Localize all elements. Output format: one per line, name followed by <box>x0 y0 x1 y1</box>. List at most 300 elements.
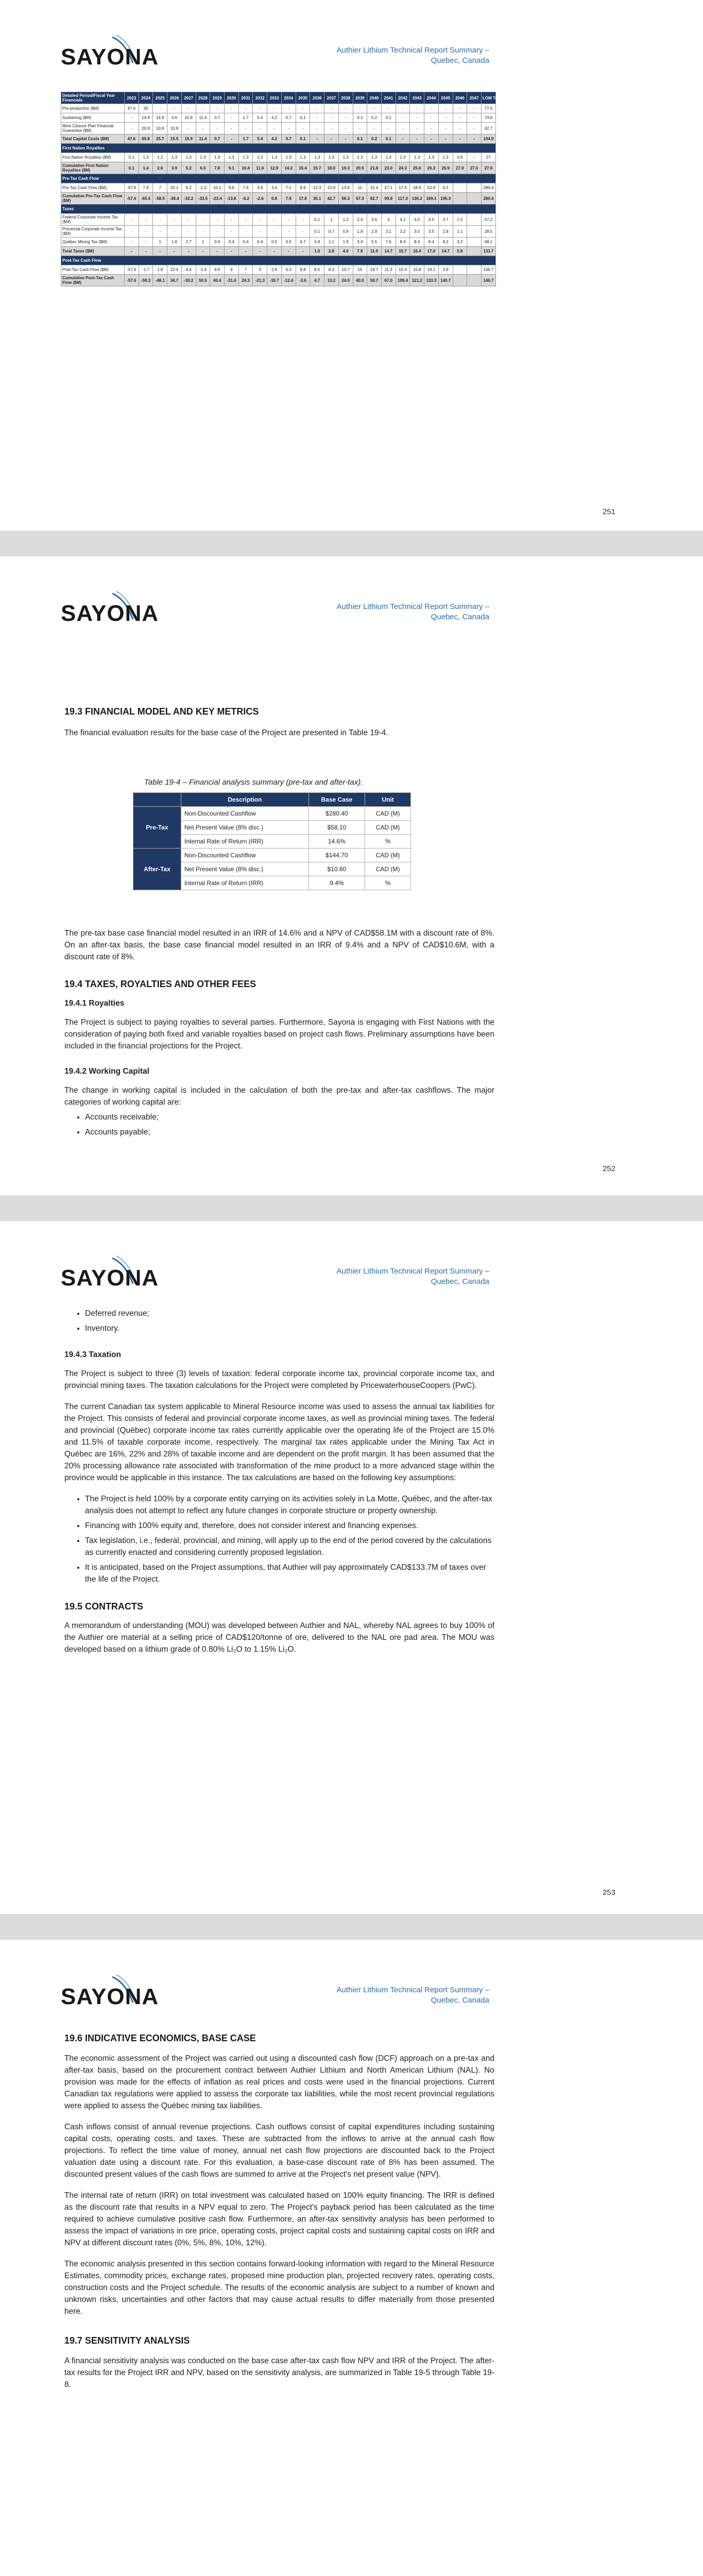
table-cell: - <box>438 113 453 123</box>
table-cell: 18.0 <box>324 162 339 174</box>
logo-text: SAYONA <box>61 1265 159 1291</box>
table-cell: - <box>181 214 196 226</box>
table-cell: 3.5 <box>424 226 439 238</box>
list-item: • Accounts payable; <box>85 1126 494 1138</box>
economics-paragraph-1: The economic assessment of the Project was carried out using a discounted cash flow (DCF) approach on a pre-tax and after-tax basis, based on the procurement contract between Authier Lithium and North American Lithium (NAL). No provision was made for the effects of inflation as real prices and costs were used in the financial projections. Current Canadian tax regulations were applied to assess the corporate tax liabilities, while the most recent provincial regulations were applied to assess the Québec mining tax liabilities. <box>64 2054 494 2110</box>
table-cell: 20.1 <box>167 183 182 193</box>
header-unit: Unit <box>365 793 411 807</box>
section-label: Taxes <box>61 205 496 214</box>
table-cell: 1.4 <box>139 162 153 174</box>
table-cell: 14.6% <box>308 835 365 849</box>
table-cell <box>467 238 482 247</box>
table-cell: - <box>453 113 467 123</box>
column-header: 2028 <box>196 92 210 104</box>
table-cell: 26.9 <box>438 162 453 174</box>
table-cell: - <box>167 226 182 238</box>
table-cell: - <box>253 214 267 226</box>
table-cell: 1.3 <box>210 153 225 162</box>
column-header: 2029 <box>210 92 225 104</box>
table-cell: 2.8 <box>367 226 382 238</box>
list-item: • The Project is held 100% by a corporate entity carrying on its activities solely in La Motte, Québec, and the after-tax analysis does not attempt to reflect any future changes in corporate structure or property ownership. <box>85 1493 494 1517</box>
column-header: 2032 <box>253 92 267 104</box>
table-cell: - <box>424 123 439 134</box>
table-cell: 15.4 <box>367 183 382 193</box>
table-cell: - <box>424 104 439 113</box>
table-cell <box>453 275 467 286</box>
table-cell: - <box>225 247 239 256</box>
table-row <box>61 134 496 144</box>
table-row <box>61 205 496 214</box>
column-header: 2030 <box>225 92 239 104</box>
economics-paragraph-4: The economic analysis presented in this section contains forward-looking information with regard to the Mineral Resource Estimates, commodity prices, exchange rates, proposed mine production plan, projected recovery rates, operating costs, construction costs and the Project schedule. The results of the economic analysis are subject to a number of known and unknown risks, uncertainties and other factors that may cause actual results to differ materially from those presented here. <box>64 2260 494 2316</box>
report-header <box>336 602 489 622</box>
column-header: 2044 <box>424 92 439 104</box>
table-cell: - <box>296 247 310 256</box>
table-cell: 1.0 <box>310 247 324 256</box>
table-cell: 0.1 <box>381 134 396 144</box>
table-cell: - <box>210 226 225 238</box>
table-cell: 13.2 <box>324 275 339 286</box>
table-cell: 1.8 <box>153 265 167 275</box>
table-cell: -65.5 <box>139 193 153 205</box>
column-header: 2024 <box>139 92 153 104</box>
table-cell: 4.2 <box>267 134 282 144</box>
table-cell: Net Present Value (8% disc.) <box>181 821 309 835</box>
table-cell: - <box>453 123 467 134</box>
table-cell: - <box>467 123 482 134</box>
table-cell: 1.2 <box>338 214 353 226</box>
table-cell: 30 <box>139 104 153 113</box>
table-cell: 14.2 <box>281 162 296 174</box>
table-cell: - <box>167 104 182 113</box>
financial-table <box>61 92 503 286</box>
table-cell: 1.3 <box>396 153 410 162</box>
table-cell: - <box>381 123 396 134</box>
table-cell: - <box>196 214 210 226</box>
table-cell: 13.4 <box>167 265 182 275</box>
table-cell: 1.3 <box>139 153 153 162</box>
row-label: Total Capital Costs ($M) <box>61 134 125 144</box>
economics-paragraph-3: The internal rate of return (IRR) on total investment was calculated based on 100% equity financing. The IRR is defined as the discount rate that results in a NPV equal to zero. The Project's payback period has been calculated as the time required to achieve cumulative positive cash flow. Furthermore, an after-tax sensitivity analysis has been performed to assess the impact of variations in ore price, operating costs, project capital costs and sustaining capital costs on IRR and NPV at different discount rates (0%, 5%, 8%, 10%, 12%). <box>64 2191 494 2247</box>
table-cell: 7.8 <box>210 162 225 174</box>
table-cell: - <box>139 226 153 238</box>
table-cell: 4.7 <box>310 275 324 286</box>
table-cell: - <box>353 123 367 134</box>
table-cell: -6.2 <box>238 193 253 205</box>
table-cell: 11.4 <box>196 134 210 144</box>
table-cell: 15.9 <box>181 113 196 123</box>
table-cell: -59.3 <box>139 275 153 286</box>
column-header: 2046 <box>453 92 467 104</box>
table-cell: - <box>238 214 253 226</box>
table-cell: - <box>281 226 296 238</box>
table-cell: -38.4 <box>167 193 182 205</box>
financial-summary-table <box>133 792 411 890</box>
heading-19-3: 19.3 FINANCIAL MODEL AND KEY METRICS <box>64 706 259 717</box>
table-cell: 9 <box>225 265 239 275</box>
table-cell: - <box>238 104 253 113</box>
logo-text: SAYONA <box>61 601 159 626</box>
table-cell: - <box>253 247 267 256</box>
table-cell: 17.5 <box>396 183 410 193</box>
table-cell: - <box>324 113 339 123</box>
table-cell: 0.7 <box>324 226 339 238</box>
table-cell: 12.9 <box>267 162 282 174</box>
table-cell: CAD (M) <box>365 862 411 876</box>
table-cell: 1.3 <box>424 153 439 162</box>
heading-19-4-3: 19.4.3 Taxation <box>64 1350 121 1359</box>
table-cell: 280.4 <box>481 193 495 205</box>
table-cell: - <box>238 226 253 238</box>
section-19-3 <box>64 706 494 748</box>
table-cell: 121.2 <box>410 275 424 286</box>
row-label: Cumulative First Nation Royalties ($M) <box>61 162 125 174</box>
column-header: 2027 <box>181 92 196 104</box>
table-cell: 189.1 <box>424 193 439 205</box>
table-cell: - <box>225 226 239 238</box>
header-line-1: Authier Lithium Technical Report Summary – <box>336 1267 489 1276</box>
header-line-2: Quebec, Canada <box>431 613 489 621</box>
table-cell: 68.1 <box>481 238 495 247</box>
table-cell: 99.8 <box>381 193 396 205</box>
table-cell: 42.7 <box>481 123 495 134</box>
table-cell: 24.3 <box>396 162 410 174</box>
report-header <box>336 45 489 66</box>
table-cell: 1 <box>324 214 339 226</box>
column-header: 2026 <box>167 92 182 104</box>
heading-19-6: 19.6 INDICATIVE ECONOMICS, BASE CASE <box>64 2033 256 2043</box>
table-cell: 18.9 <box>410 183 424 193</box>
column-header: 2037 <box>324 92 339 104</box>
table-cell: 15.4 <box>396 265 410 275</box>
table-cell: - <box>424 134 439 144</box>
heading-19-4: 19.4 TAXES, ROYALTIES AND OTHER FEES <box>64 979 256 989</box>
table-cell: 4.1 <box>396 214 410 226</box>
table-cell: - <box>296 214 310 226</box>
table-cell: 15.4 <box>296 162 310 174</box>
table-cell: 0.1 <box>353 113 367 123</box>
table-cell: - <box>210 247 225 256</box>
table-cell: - <box>181 226 196 238</box>
table-cell: - <box>338 113 353 123</box>
list-item: • Inventory. <box>85 1323 494 1334</box>
table-cell: 1.3 <box>410 153 424 162</box>
table-cell: 59.7 <box>367 275 382 286</box>
table-cell: - <box>396 123 410 134</box>
table-cell: - <box>253 123 267 134</box>
table-cell: -32.2 <box>181 193 196 205</box>
table-cell: 19.3 <box>338 162 353 174</box>
table-cell: 6.3 <box>281 265 296 275</box>
table-cell: - <box>267 123 282 134</box>
table-cell: - <box>125 238 139 247</box>
working-capital-list-continued <box>64 1308 494 1334</box>
table-cell: 10.7 <box>338 265 353 275</box>
table-cell: 10.4 <box>238 162 253 174</box>
row-label: Cumulative Post-Tax Cash Flow ($M) <box>61 275 125 286</box>
working-capital-paragraph: The change in working capital is included in the calculation of both the pre-tax and after-tax cashflows. The major categories of working capital are: <box>64 1086 494 1107</box>
after-tax-label: After-Tax <box>133 849 181 890</box>
taxation-paragraph-1: The Project is subject to three (3) levels of taxation: federal corporate income tax, provincial corporate income tax, and provincial mining taxes. The taxation calculations for the Project were completed by PricewaterhouseCoopers (PwC). <box>64 1369 494 1390</box>
table-cell: - <box>467 113 482 123</box>
table-cell: - <box>338 104 353 113</box>
table-cell: 7.8 <box>353 247 367 256</box>
table-cell: 0.4 <box>225 238 239 247</box>
table-cell: - <box>396 113 410 123</box>
column-header: 2036 <box>310 92 324 104</box>
table-cell: - <box>238 123 253 134</box>
table-cell: 15.9 <box>181 134 196 144</box>
list-item: • Tax legislation, i.e., federal, provincial, and mining, will apply up to the end of the period covered by the calculations as currently enacted and considering currently proposed legislation. <box>85 1535 494 1558</box>
row-label: Sustaining ($M) <box>61 113 125 123</box>
table-cell: 4.6 <box>167 113 182 123</box>
table-cell: -30.2 <box>181 275 196 286</box>
column-header: Detailed Period/Fiscal Year Financials <box>61 92 125 104</box>
table-cell: 9.6 <box>225 183 239 193</box>
table-cell: 2.7 <box>181 238 196 247</box>
table-cell: 40.0 <box>353 275 367 286</box>
table-cell <box>467 226 482 238</box>
table-cell: 15.8 <box>410 265 424 275</box>
table-cell: - <box>438 134 453 144</box>
table-cell: 1.6 <box>167 238 182 247</box>
table-cell: 13.6 <box>338 183 353 193</box>
table-cell: 0.6 <box>453 153 467 162</box>
table-cell: - <box>396 134 410 144</box>
table-cell: - <box>310 134 324 144</box>
table-cell: 1 <box>153 238 167 247</box>
table-cell: - <box>353 104 367 113</box>
table-cell: 5.8 <box>453 247 467 256</box>
table-cell: 15.5 <box>167 134 182 144</box>
table-cell: 20.5 <box>353 162 367 174</box>
table-cell: - <box>310 104 324 113</box>
table-cell: - <box>310 123 324 134</box>
table-cell: 21.8 <box>367 162 382 174</box>
table-cell: 16.4 <box>410 247 424 256</box>
table-cell: 2.4 <box>353 214 367 226</box>
table-cell: - <box>267 226 282 238</box>
table-cell: - <box>296 104 310 113</box>
list-item: • Financing with 100% equity and, therefore, does not consider interest and financing expenses. <box>85 1520 494 1532</box>
table-cell: 5.2 <box>181 162 196 174</box>
table-cell: 5.4 <box>253 113 267 123</box>
table-cell: Internal Rate of Return (IRR) <box>181 876 309 890</box>
table-cell: - <box>296 226 310 238</box>
table-cell: Non-Discounted Cashflow <box>181 807 309 821</box>
sayona-logo <box>61 32 159 70</box>
page-252 <box>0 556 703 1195</box>
row-label: Cumulative Pre-Tax Cash Flow ($M) <box>61 193 125 205</box>
table-cell: 19.1 <box>424 265 439 275</box>
tax-assumptions-list <box>64 1493 494 1585</box>
section-label: Post-Tax Cash Flow <box>61 256 496 265</box>
table-cell: 1.3 <box>167 153 182 162</box>
table-cell: -33.5 <box>196 193 210 205</box>
table-cell: 8.5 <box>310 265 324 275</box>
table-cell: 34.7 <box>167 275 182 286</box>
table-cell: - <box>381 104 396 113</box>
table-cell: 8.4 <box>424 238 439 247</box>
table-cell: 82.7 <box>367 193 382 205</box>
table-cell: 6.2 <box>438 183 453 193</box>
table-cell: - <box>167 247 182 256</box>
table-cell: -3.6 <box>296 275 310 286</box>
table-cell: 3.6 <box>367 214 382 226</box>
table-row <box>61 144 496 153</box>
table-cell: 1.3 <box>238 153 253 162</box>
table-cell: -58.5 <box>153 193 167 205</box>
table-cell: 17.0 <box>424 247 439 256</box>
table-cell: CAD (M) <box>365 849 411 862</box>
row-label: Mine Closure Plan Financial Guarantee ($M) <box>61 123 125 134</box>
table-cell: 146.7 <box>481 265 495 275</box>
section-label: Pre-Tax Cash Flow <box>61 174 496 183</box>
table-cell: 1.3 <box>253 153 267 162</box>
header-line-2: Quebec, Canada <box>431 56 489 65</box>
table-cell: 26.3 <box>424 162 439 174</box>
table-cell: 0.1 <box>310 214 324 226</box>
table-cell: -1.3 <box>196 183 210 193</box>
column-header: 2039 <box>353 92 367 104</box>
table-cell: - <box>167 214 182 226</box>
table-cell: 1.2 <box>153 153 167 162</box>
table-cell: -1.4 <box>196 265 210 275</box>
column-header: 2031 <box>238 92 253 104</box>
table-cell <box>467 183 482 193</box>
table-cell: 0.1 <box>125 153 139 162</box>
table-cell: - <box>139 247 153 256</box>
table-row <box>61 265 496 275</box>
table-cell: 11.6 <box>253 162 267 174</box>
table-cell: 65.8 <box>139 134 153 144</box>
table-cell: 3.1 <box>381 226 396 238</box>
row-label: Québec Mining Tax ($M) <box>61 238 125 247</box>
table-cell <box>467 275 482 286</box>
table-row <box>61 174 496 183</box>
table-cell: 3.9 <box>438 265 453 275</box>
table-cell: - <box>181 247 196 256</box>
table-cell: $58.10 <box>308 821 365 835</box>
working-capital-list <box>64 1111 494 1138</box>
table-cell: 5.5 <box>367 238 382 247</box>
table-cell: - <box>210 123 225 134</box>
page-251 <box>0 0 703 531</box>
table-cell <box>467 193 482 205</box>
table-cell: - <box>210 104 225 113</box>
table-cell: % <box>365 876 411 890</box>
section-19-4 <box>64 927 494 1147</box>
table-cell: 6.5 <box>196 162 210 174</box>
table-cell: - <box>453 134 467 144</box>
table-cell: - <box>125 226 139 238</box>
table-cell: - <box>281 104 296 113</box>
table-cell: 4.5 <box>410 214 424 226</box>
table-cell: 0.4 <box>253 238 267 247</box>
table-cell <box>467 214 482 226</box>
taxation-paragraph-2: The current Canadian tax system applicable to Mineral Resource income was used to assess the annual tax liabilities for the Project. This consists of federal and provincial corporate income taxes, as well as provincial mining taxes. The federal and provincial (Québec) corporate income tax rates currently applicable over the operating life of the Project are 15.0% and 11.5% of taxable corporate income, respectively. The marginal tax rates applicable under the Mining Tax Act in Québec are 16%, 22% and 28% of taxable income and are dependent on the profit margin. It has been assumed that the 20% processing allowance rate associated with transformation of the mine product to a more advanced stage within the province would be applicable in this instance. The tax calculations are based on the following key assumptions: <box>64 1402 494 1482</box>
table-cell: -57.6 <box>125 193 139 205</box>
table-cell: 77.6 <box>481 104 495 113</box>
table-cell: 7 <box>238 265 253 275</box>
table-cell: - <box>125 123 139 134</box>
table-cell: -18.7 <box>267 275 282 286</box>
page-number: 253 <box>602 1888 615 1897</box>
contracts-paragraph: A memorandum of understanding (MOU) was developed between Authier and NAL, whereby NAL agrees to buy 100% of the Authier ore material at a selling price of CAD$120/tonne of ore, delivered to the NAL ore pad area. The MOU was developed based on a lithium grade of 0.80% Li₂O to 1.15% Li₂O. <box>64 1621 494 1654</box>
table-cell: - <box>253 104 267 113</box>
table-cell: 1.3 <box>281 153 296 162</box>
table-cell <box>453 193 467 205</box>
table-cell: - <box>296 123 310 134</box>
table-cell: 133.7 <box>481 247 495 256</box>
table-cell: 47.6 <box>125 104 139 113</box>
table-row <box>61 275 496 286</box>
table-cell: - <box>267 104 282 113</box>
table-cell: - <box>267 214 282 226</box>
header-blank <box>133 793 181 807</box>
table-cell: $144.70 <box>308 849 365 862</box>
table-cell: 7.6 <box>381 238 396 247</box>
table-row <box>61 238 496 247</box>
table-cell: 50.5 <box>196 275 210 286</box>
table-cell: 136.2 <box>410 193 424 205</box>
section-19-6 <box>64 2032 494 2400</box>
table-cell: - <box>225 123 239 134</box>
table-cell: 11.9 <box>367 247 382 256</box>
intro-paragraph: The financial evaluation results for the base case of the Project are presented in Table 19-4. <box>64 728 388 737</box>
table-cell: 1.1 <box>324 238 339 247</box>
table-cell: - <box>324 123 339 134</box>
table-cell: -57.6 <box>125 265 139 275</box>
sensitivity-paragraph: A financial sensitivity analysis was conducted on the base case after-tax cash flow NPV and IRR of the Project. The after-tax results for the Project IRR and NPV, based on the sensitivity analysis, are summarized in Table 19-5 through Table 19-8. <box>64 2357 494 2389</box>
logo-text: SAYONA <box>61 44 159 70</box>
table-cell: 3 <box>253 265 267 275</box>
table-cell: 25.6 <box>410 162 424 174</box>
table-cell: 27 <box>481 153 495 162</box>
table-cell: 0.9 <box>338 226 353 238</box>
table-cell: - <box>467 134 482 144</box>
header-line-1: Authier Lithium Technical Report Summary – <box>336 602 489 611</box>
table-cell: - <box>125 247 139 256</box>
table-cell: - <box>410 134 424 144</box>
royalties-paragraph: The Project is subject to paying royalties to several parties. Furthermore, Sayona is engaging with First Nations with the consideration of paying both fixed and variable royalties based on project cash flows. Preliminary assumptions have been included in the financial projections for the Project. <box>64 1018 494 1050</box>
heading-19-4-2: 19.4.2 Working Capital <box>64 1067 150 1076</box>
table-cell: 1.3 <box>181 153 196 162</box>
heading-19-7: 19.7 SENSITIVITY ANALYSIS <box>64 2335 190 2346</box>
list-item: • Deferred revenue; <box>85 1308 494 1319</box>
table-cell: - <box>253 226 267 238</box>
page-number: 252 <box>602 1164 615 1173</box>
table-cell: 52.9 <box>424 183 439 193</box>
column-header: 2043 <box>410 92 424 104</box>
table-row <box>61 104 496 113</box>
table-cell: 56.3 <box>338 193 353 205</box>
table-cell: - <box>153 247 167 256</box>
table-cell: 3.7 <box>438 214 453 226</box>
table-cell: - <box>196 104 210 113</box>
header-line-2: Quebec, Canada <box>431 1996 489 2005</box>
table-cell: - <box>324 134 339 144</box>
table-cell: 5.4 <box>253 134 267 144</box>
pre-tax-label: Pre-Tax <box>133 807 181 849</box>
table-cell: 42.7 <box>324 193 339 205</box>
table-cell: 3.2 <box>396 226 410 238</box>
table-cell: 1.3 <box>196 153 210 162</box>
table-cell: 27.0 <box>467 162 482 174</box>
table-cell: -31.4 <box>225 275 239 286</box>
table-cell: 30.1 <box>310 193 324 205</box>
table-cell: - <box>196 247 210 256</box>
